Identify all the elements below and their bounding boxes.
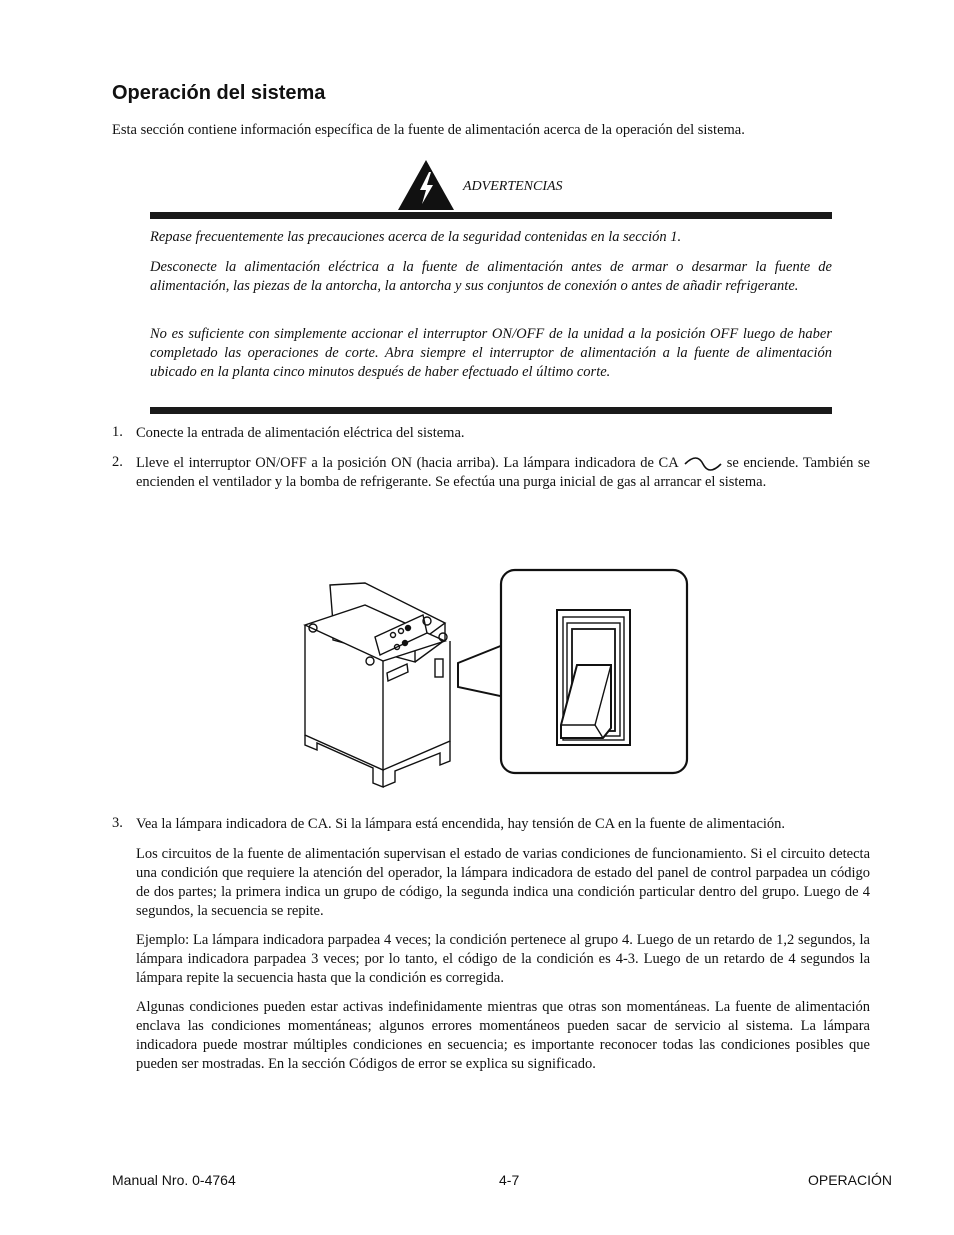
switch-closeup <box>501 570 687 773</box>
step-text <box>136 454 870 492</box>
warning-paragraph: Repase frecuentemente las precauciones acerca de la seguridad contenidas en la sección 1. <box>150 229 682 245</box>
warning-top-rule <box>150 212 832 219</box>
footer-manual-number: Manual Nro. 0-4764 <box>112 1172 236 1188</box>
step-number: 1. <box>112 424 123 440</box>
step-text-after: se enciende. También se encienden el ventilador y la bomba de refrigerante. Se efectúa una purga inicial de gas al arrancar el sistema. <box>136 455 870 490</box>
body-paragraph: Los circuitos de la fuente de alimentación supervisan el estado de varias condiciones de funcionamiento. Si el circuito detecta una condición que requiere la atención del operador, la lámpara indicadora de estado del panel de control parpadea un código de dos partes; la primera indica un grupo de código, la segunda indica una condición particular dentro del grupo. Luego de 4 segundos, la secuencia se repite. <box>136 846 870 919</box>
body-paragraph: Algunas condiciones pueden estar activas indefinidamente mientras que otras son momentáneas. La fuente de alimentación enclava las condiciones momentáneas; algunos errores momentáneos pueden sacar de servicio al sistema. La lámpara indicadora puede mostrar múltiples condiciones en secuencia; es importante reconocer todas las condiciones posibles que pueden ser mostradas. En la sección Códigos de error se explica su significado. <box>136 999 870 1072</box>
step-number: 2. <box>112 454 123 470</box>
footer-section-name: OPERACIÓN <box>807 1172 892 1188</box>
page-title: Operación del sistema <box>112 82 326 104</box>
power-supply-unit <box>305 583 450 787</box>
step-number: 3. <box>112 815 123 831</box>
warning-bottom-rule <box>150 407 832 414</box>
electrical-hazard-icon <box>397 159 455 211</box>
warning-label: ADVERTENCIAS <box>463 179 563 194</box>
footer-page-number: 4-7 <box>499 1172 520 1188</box>
step-text: Conecte la entrada de alimentación eléctrica del sistema. <box>136 425 465 441</box>
ac-tilde-icon <box>683 457 723 471</box>
body-paragraph: Ejemplo: La lámpara indicadora parpadea 4 veces; la condición pertenece al grupo 4. Luego de un retardo de 1,2 segundos, la lámpara indicadora parpadea 3 veces; por lo tanto, el código de la condición es 4-3. Luego de un retardo de 4 segundos la lámpara repite la secuencia hasta que la condición es corregida. <box>136 932 870 986</box>
warning-paragraph: No es suficiente con simplemente accionar el interruptor ON/OFF de la unidad a la posición OFF luego de haber completado las operaciones de corte. Abra siempre el interruptor de alimentación a la fuente de alimentación ubicado en la planta cinco minutos después de haber efectuado el último corte. <box>150 326 832 380</box>
power-supply-figure <box>295 565 695 795</box>
step-text: Vea la lámpara indicadora de CA. Si la lámpara está encendida, hay tensión de CA en la fuente de alimentación. <box>136 816 786 832</box>
intro-text: Esta sección contiene información específica de la fuente de alimentación acerca de la operación del sistema. <box>112 122 745 138</box>
step-text-before: Lleve el interruptor ON/OFF a la posición ON (hacia arriba). La lámpara indicadora de CA <box>136 455 679 471</box>
warning-paragraph: Desconecte la alimentación eléctrica a la fuente de alimentación antes de armar o desarmar la fuente de alimentación, las piezas de la antorcha, la antorcha y sus conjuntos de conexión o antes de añadir refrigerante. <box>150 259 832 294</box>
